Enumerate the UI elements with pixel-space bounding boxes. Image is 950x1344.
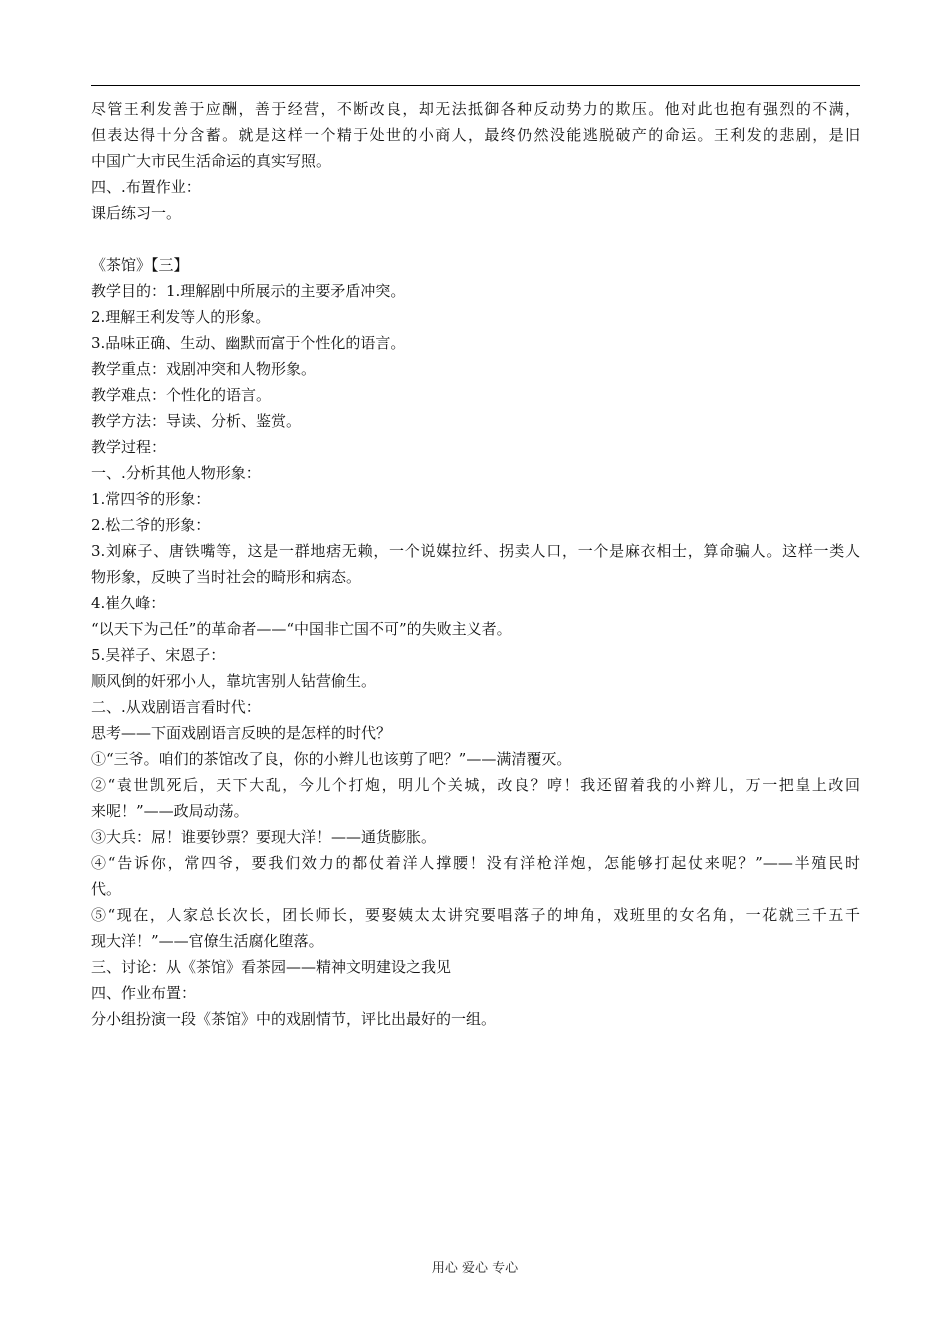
text-line: 教学目的：1.理解剧中所展示的主要矛盾冲突。 xyxy=(91,282,406,300)
text-line: ⑤“现在，人家总长次长，团长师长，要娶姨太太讲究要唱落子的坤角，戏班里的女名角，一花就三千五千 xyxy=(91,906,860,924)
text-line: 3.刘麻子、唐铁嘴等，这是一群地痞无赖，一个说媒拉纤、拐卖人口，一个是麻衣相士，算命骗人。这样一类人 xyxy=(91,542,860,560)
text-line: 4.崔久峰： xyxy=(91,594,166,612)
text-line: 3.品味正确、生动、幽默而富于个性化的语言。 xyxy=(91,334,406,352)
text-line: 物形象，反映了当时社会的畸形和病态。 xyxy=(91,568,362,586)
section-heading: 四、作业布置： xyxy=(91,984,197,1002)
page-footer: 用心 爱心 专心 xyxy=(431,1261,519,1276)
text-line: ②“袁世凯死后，天下大乱，今儿个打炮，明儿个关城，改良？哼！我还留着我的小辫儿，万一把皇上改回 xyxy=(91,776,860,794)
text-line: 尽管王利发善于应酬，善于经营，不断改良，却无法抵御各种反动势力的欺压。他对此也抱有强烈的不满， xyxy=(91,100,860,118)
header-rule xyxy=(91,85,860,86)
text-line: 教学方法：导读、分析、鉴赏。 xyxy=(91,412,302,430)
section-heading: 一、.分析其他人物形象： xyxy=(91,464,261,482)
text-line: 1.常四爷的形象： xyxy=(91,490,211,508)
text-line: 现大洋！”——官僚生活腐化堕落。 xyxy=(91,932,324,950)
section-heading: 四、.布置作业： xyxy=(91,178,201,196)
text-line: ①“三爷。咱们的茶馆改了良，你的小辫儿也该剪了吧？”——满清覆灭。 xyxy=(91,750,572,768)
text-line: 课后练习一。 xyxy=(91,204,182,222)
text-line: 分小组扮演一段《茶馆》中的戏剧情节，评比出最好的一组。 xyxy=(91,1010,497,1028)
text-line: “以天下为己任”的革命者——“中国非亡国不可”的失败主义者。 xyxy=(91,620,512,638)
section-heading: 教学过程： xyxy=(91,438,167,456)
text-line: 5.吴祥子、宋恩子： xyxy=(91,646,226,664)
text-line: 但表达得十分含蓄。就是这样一个精于处世的小商人，最终仍然没能逃脱破产的命运。王利发的悲剧，是旧 xyxy=(91,126,860,144)
text-line: 顺风倒的奸邪小人，靠坑害别人钻营偷生。 xyxy=(91,672,377,690)
section-heading: 三、讨论：从《茶馆》看茶园——精神文明建设之我见 xyxy=(91,958,452,976)
text-line: 中国广大市民生活命运的真实写照。 xyxy=(91,152,332,170)
text-line: ④“告诉你，常四爷，要我们效力的都仗着洋人撑腰！没有洋枪洋炮，怎能够打起仗来呢？”——半殖民时 xyxy=(91,854,860,872)
text-line: 代。 xyxy=(91,880,122,898)
text-line: 2.松二爷的形象： xyxy=(91,516,211,534)
text-line: 教学重点：戏剧冲突和人物形象。 xyxy=(91,360,317,378)
text-line: ③大兵：屌！谁要钞票？要现大洋！——通货膨胀。 xyxy=(91,828,437,846)
text-line: 来呢！”——政局动荡。 xyxy=(91,802,249,820)
blank-line xyxy=(91,226,860,252)
text-line: 思考——下面戏剧语言反映的是怎样的时代？ xyxy=(91,724,392,742)
lesson-title: 《茶馆》【三】 xyxy=(91,256,189,274)
text-line: 教学难点：个性化的语言。 xyxy=(91,386,272,404)
section-heading: 二、.从戏剧语言看时代： xyxy=(91,698,261,716)
document-body xyxy=(91,96,860,1032)
text-line: 2.理解王利发等人的形象。 xyxy=(91,308,271,326)
